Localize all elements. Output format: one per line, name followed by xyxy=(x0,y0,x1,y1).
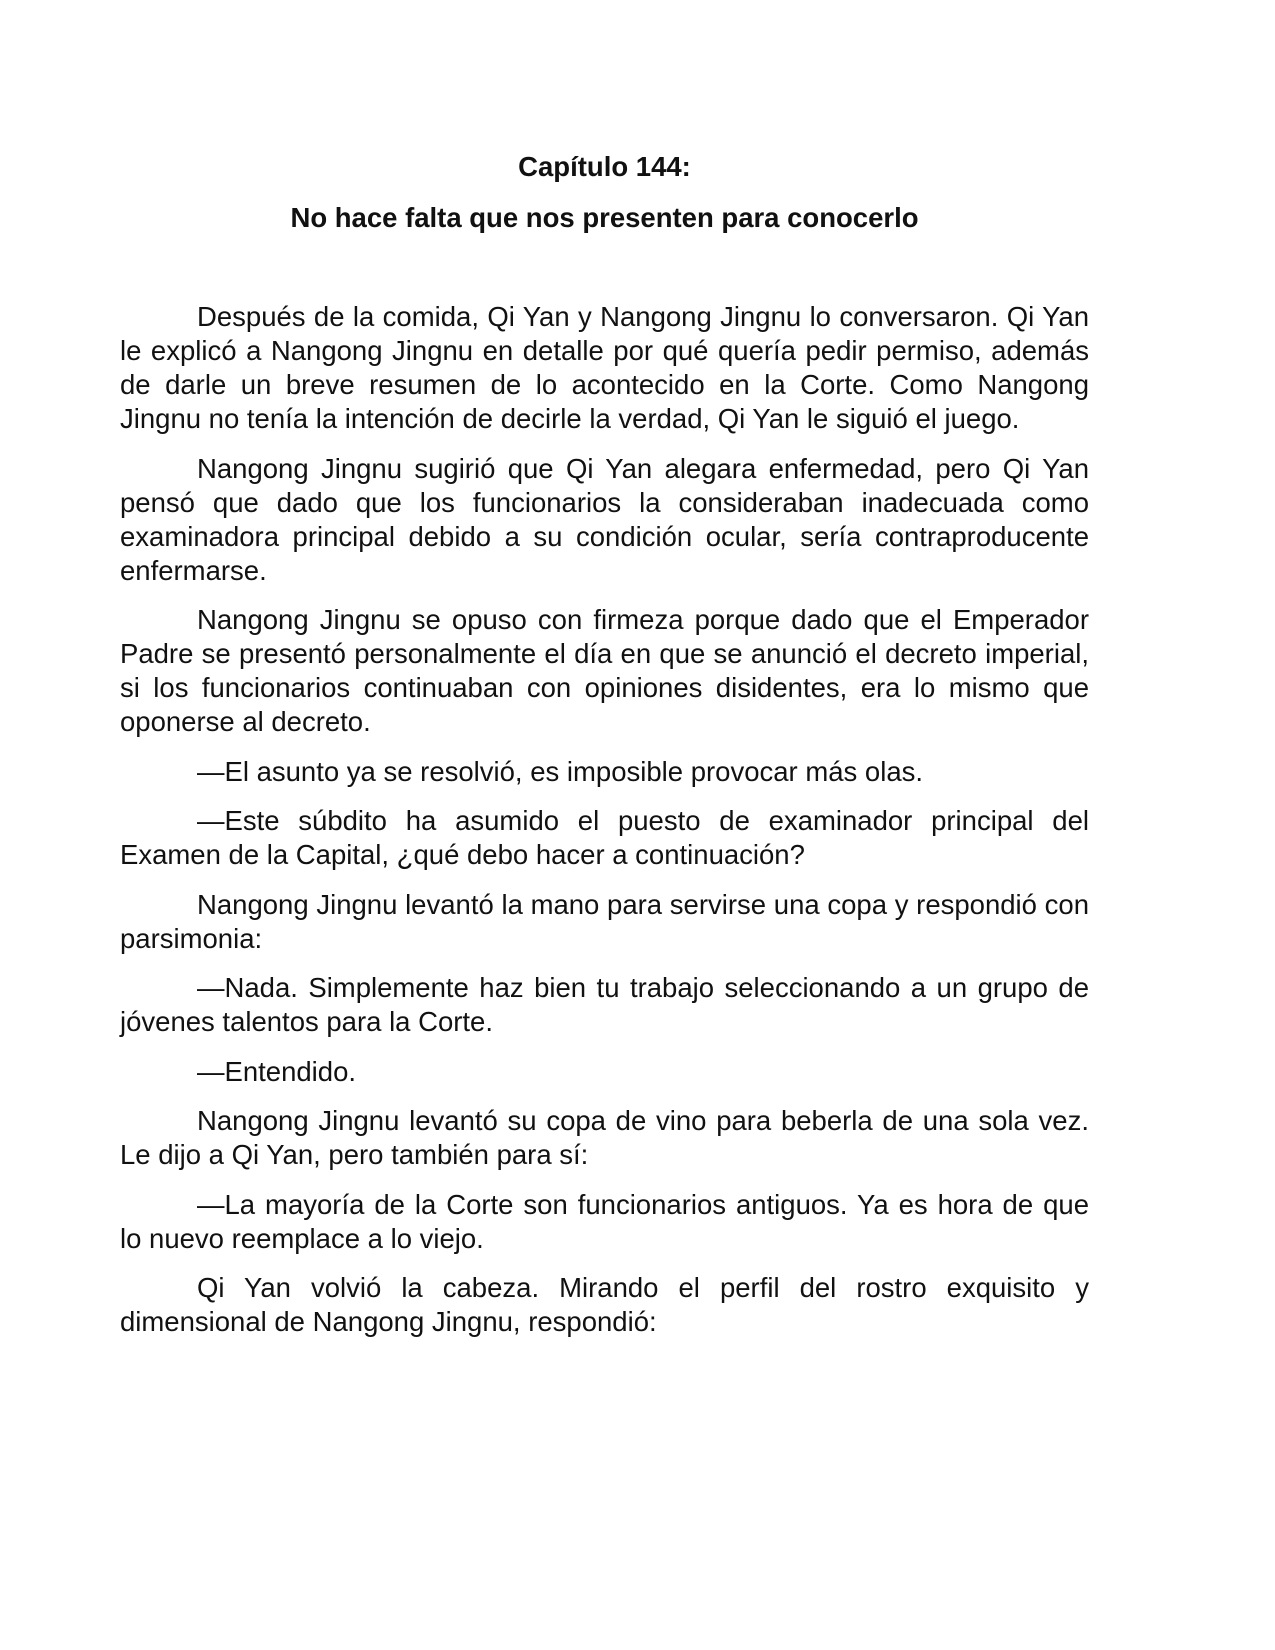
paragraph: Nangong Jingnu se opuso con firmeza porque dado que el Emperador Padre se presentó personalmente el día en que se anunció el decreto imperial, si los funcionarios continuaban con opiniones disidentes, era lo mismo que oponerse al decreto. xyxy=(120,604,1089,737)
dialogue-line: —Este súbdito ha asumido el puesto de examinador principal del Examen de la Capital, ¿qué debo hacer a continuación? xyxy=(120,805,1089,870)
dialogue-line: —La mayoría de la Corte son funcionarios antiguos. Ya es hora de que lo nuevo reemplace a lo viejo. xyxy=(120,1188,1089,1254)
chapter-body xyxy=(120,300,1089,1339)
paragraph: Qi Yan volvió la cabeza. Mirando el perfil del rostro exquisito y dimensional de Nangong Jingnu, respondió: xyxy=(120,1272,1089,1337)
chapter-title: No hace falta que nos presenten para conocerlo xyxy=(290,202,919,233)
document-page xyxy=(120,150,1089,1355)
paragraph: Nangong Jingnu levantó la mano para servirse una copa y respondió con parsimonia: xyxy=(120,888,1089,954)
paragraph: Después de la comida, Qi Yan y Nangong Jingnu lo conversaron. Qi Yan le explicó a Nangong Jingnu en detalle por qué quería pedir permiso, además de darle un breve resumen de lo acontecido en la Corte. Como Nangong Jingnu no tenía la intención de decirle la verdad, Qi Yan le siguió el juego. xyxy=(120,301,1089,434)
paragraph: Nangong Jingnu levantó su copa de vino para beberla de una sola vez. Le dijo a Qi Yan, pero también para sí: xyxy=(120,1105,1089,1170)
dialogue-line: —Entendido. xyxy=(197,1055,356,1087)
chapter-number: Capítulo 144: xyxy=(518,151,691,182)
paragraph: Nangong Jingnu sugirió que Qi Yan alegara enfermedad, pero Qi Yan pensó que dado que los funcionarios la consideraban inadecuada como examinadora principal debido a su condición ocular, sería contraproducente enfermarse. xyxy=(120,452,1089,586)
dialogue-line: —El asunto ya se resolvió, es imposible provocar más olas. xyxy=(197,755,924,787)
dialogue-line: —Nada. Simplemente haz bien tu trabajo seleccionando a un grupo de jóvenes talentos para la Corte. xyxy=(120,972,1089,1037)
